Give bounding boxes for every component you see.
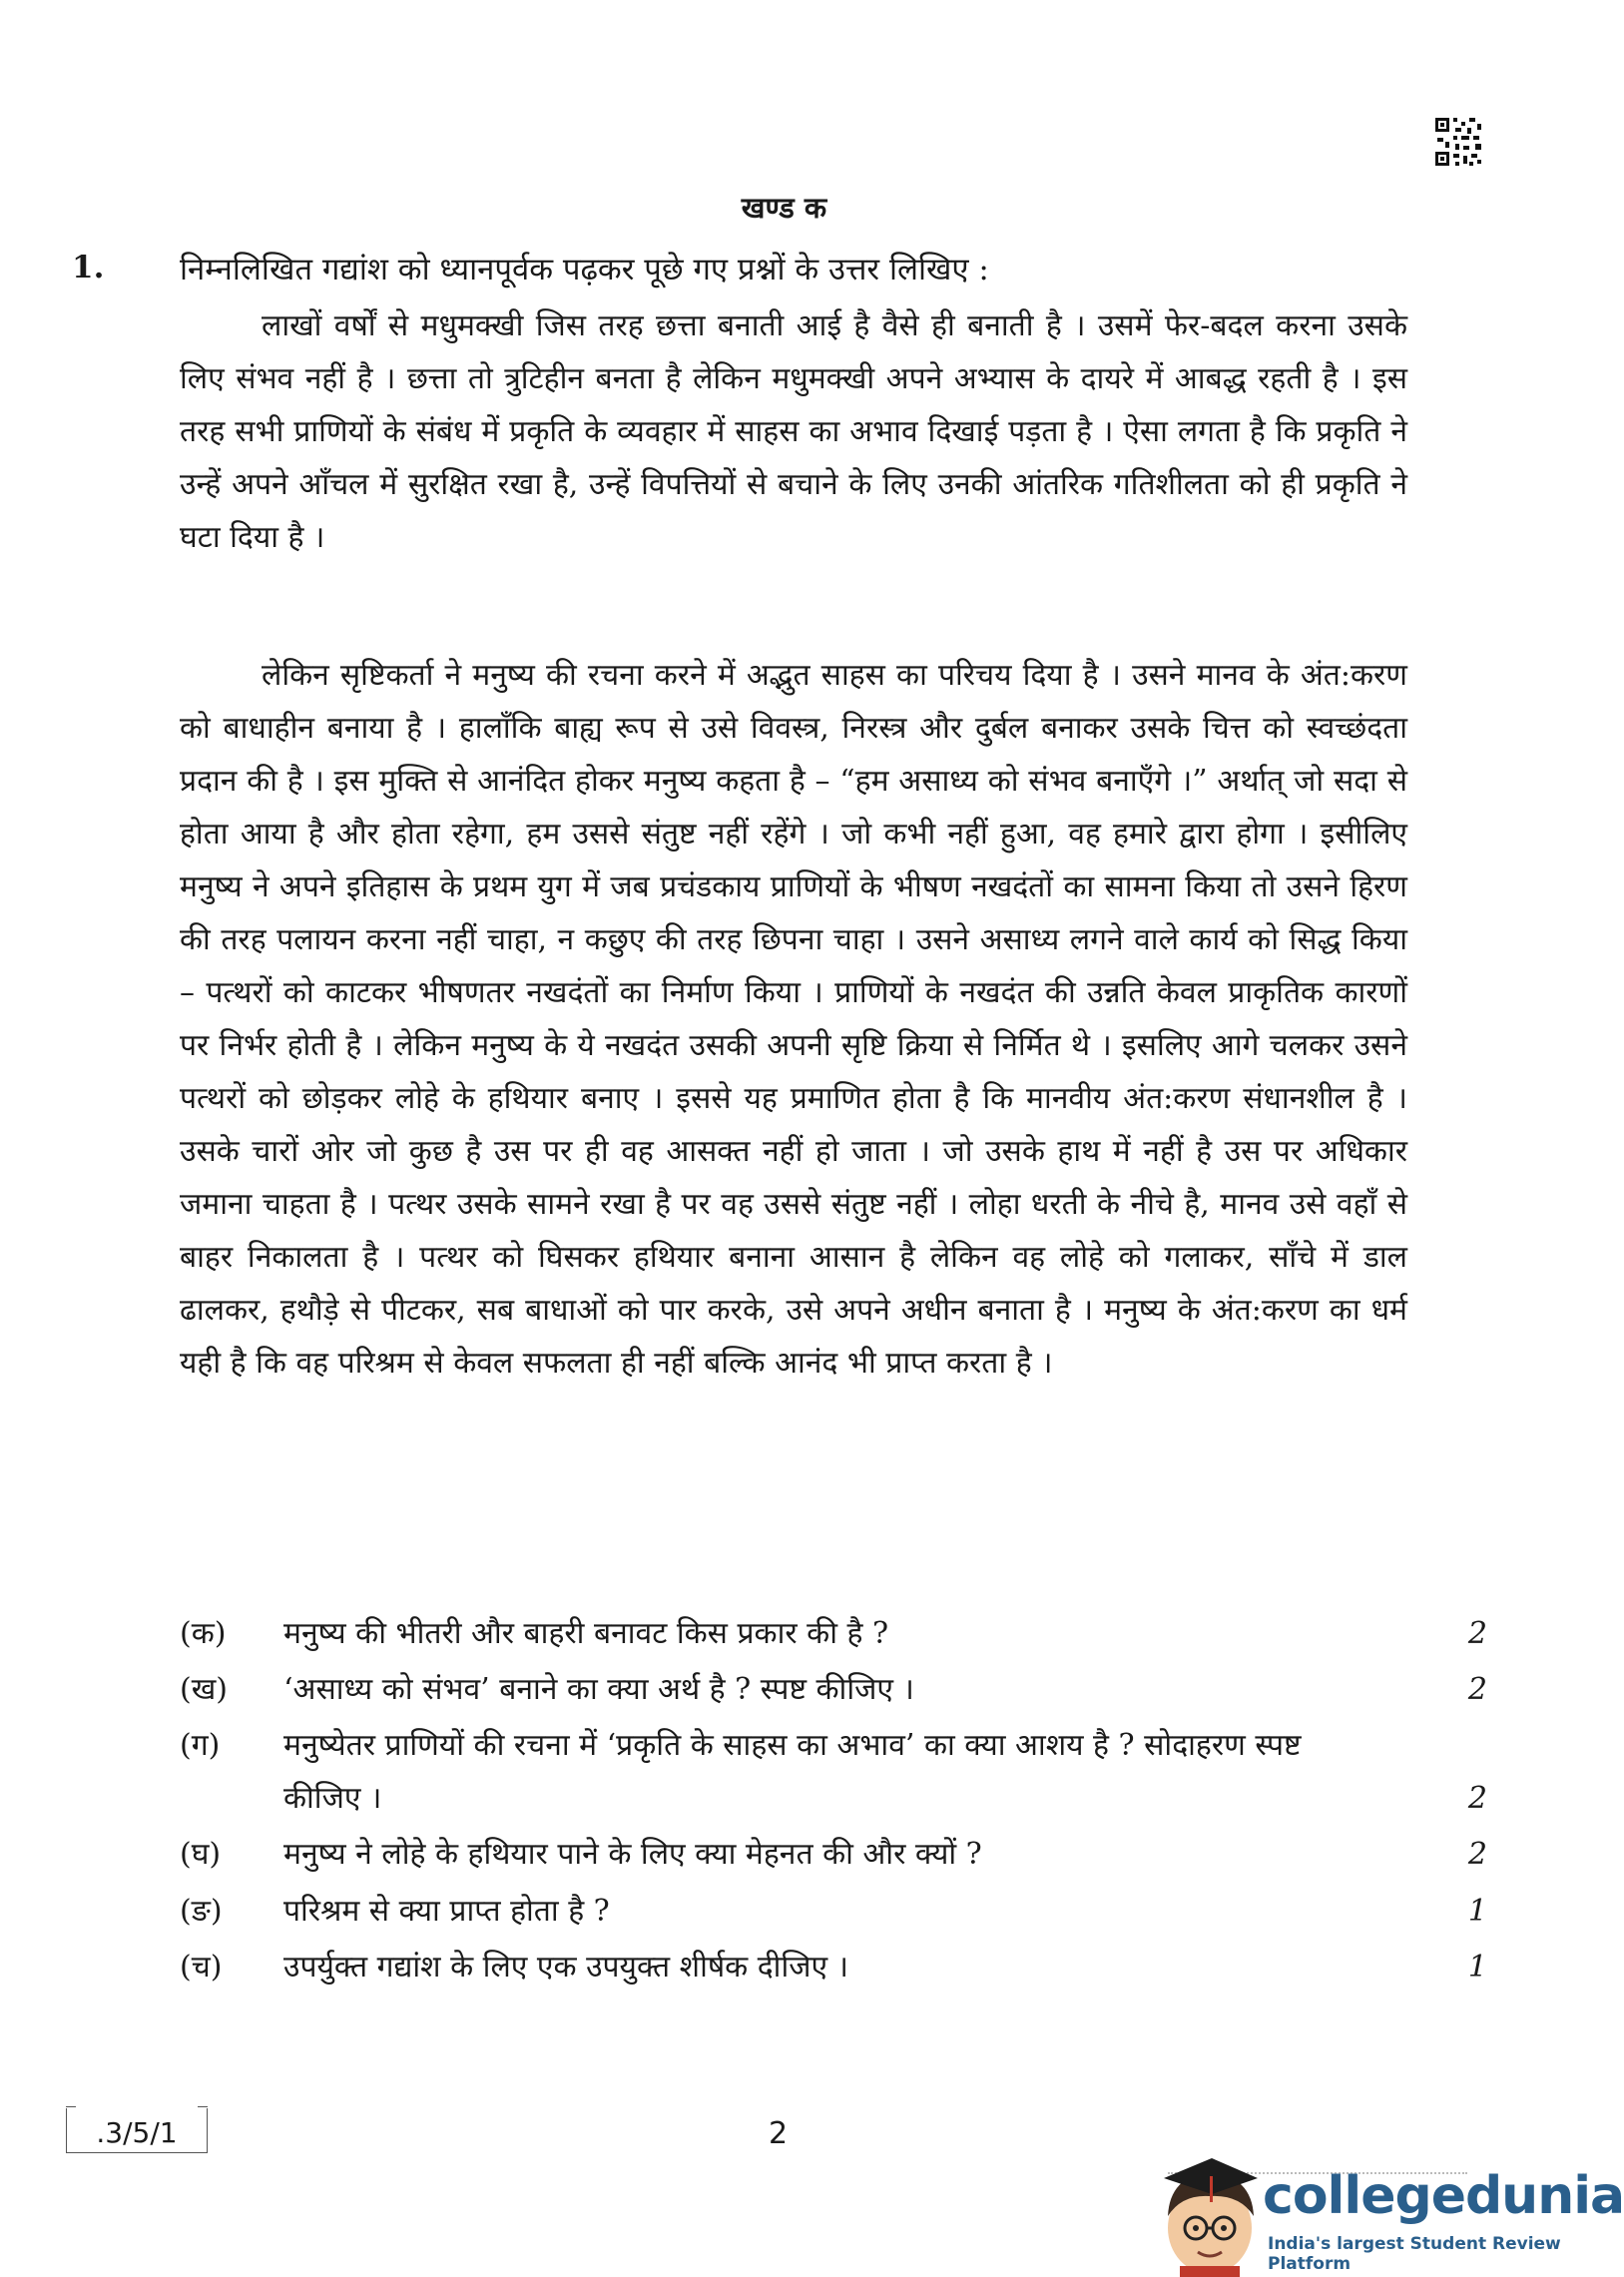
subquestion-label: (ङ) bbox=[180, 1894, 223, 1929]
subquestion-marks: 2 bbox=[1467, 1781, 1487, 1816]
subquestion-text: ‘असाध्य को संभव’ बनाने का क्या अर्थ है ? स्पष्ट कीजिए । bbox=[283, 1672, 914, 1707]
subquestion-label: (घ) bbox=[180, 1837, 222, 1872]
page-number: 2 bbox=[769, 2116, 789, 2151]
question-instruction: निम्नलिखित गद्यांश को ध्यानपूर्वक पढ़कर पूछे गए प्रश्नों के उत्तर लिखिए : bbox=[180, 252, 989, 287]
passage-paragraph-2 bbox=[180, 649, 1407, 1390]
subquestion-text: मनुष्य की भीतरी और बाहरी बनावट किस प्रकार की है ? bbox=[283, 1616, 889, 1651]
question-number: 1. bbox=[72, 250, 105, 285]
subquestion-text: मनुष्येतर प्राणियों की रचना में ‘प्रकृति के साहस का अभाव’ का क्या आशय है ? सोदाहरण स्पष्ट कीजिए । bbox=[283, 1728, 1302, 1816]
subquestion-marks: 2 bbox=[1467, 1837, 1487, 1872]
subquestion-marks: 2 bbox=[1467, 1672, 1487, 1707]
subquestion-label: (च) bbox=[180, 1950, 223, 1985]
subquestion-text: मनुष्य ने लोहे के हथियार पाने के लिए क्या मेहनत की और क्यों ? bbox=[283, 1837, 982, 1872]
subquestion-marks: 1 bbox=[1467, 1894, 1487, 1929]
subquestion-marks: 1 bbox=[1467, 1950, 1487, 1985]
paper-code: .3/5/1 bbox=[66, 2108, 208, 2153]
section-title: खण्ड क bbox=[741, 191, 827, 225]
brand-tagline: India's largest Student Review Platform bbox=[1268, 2234, 1561, 2274]
paragraph-text: लेकिन सृष्टिकर्ता ने मनुष्य की रचना करने में अद्भुत साहस का परिचय दिया है । उसने मानव के अंत:करण को बाधाहीन बनाया है । हालाँकि बाह्य रूप से उसे विवस्त्र, निरस्त्र और दुर्बल बनाकर उसके चित्त को स्वच्छंदता प्रदान की है । इस मुक्ति से आनंदित होकर मनुष्य कहता है – “हम असाध्य को संभव बनाएँगे ।” अर्थात् जो सदा से होता आया है और होता रहेगा, हम उससे संतुष्ट नहीं रहेंगे । जो कभी नहीं हुआ, वह हमारे द्वारा होगा । इसीलिए मनुष्य ने अपने इतिहास के प्रथम युग में जब प्रचंडकाय प्राणियों के भीषण नखदंतों का सामना किया तो उसने हिरण की तरह पलायन करना नहीं चाहा, न कछुए की तरह छिपना चाहा । उसने असाध्य लगने वाले कार्य को सिद्ध किया – पत्थरों को काटकर भीषणतर नखदंतों का निर्माण किया । प्राणियों के नखदंत की उन्नति केवल प्राकृतिक कारणों पर निर्भर होती है । लेकिन मनुष्य के ये नखदंत उसकी अपनी सृष्टि क्रिया से निर्मित थे । इसलिए आगे चलकर उसने पत्थरों को छोड़कर लोहे के हथियार बनाए । इससे यह प्रमाणित होता है कि मानवीय अंत:करण संधानशील है । उसके चारों ओर जो कुछ है उस पर ही वह आसक्त नहीं हो जाता । जो उसके हाथ में नहीं है उस पर अधिकार जमाना चाहता है । पत्थर उसके सामने रखा है पर वह उससे संतुष्ट नहीं । लोहा धरती के नीचे है, मानव उसे वहाँ से बाहर निकालता है । पत्थर को घिसकर हथियार बनाना आसान है लेकिन वह लोहे को गलाकर, साँचे में डाल ढालकर, हथौड़े से पीटकर, सब बाधाओं को पार करके, उसे अपने अधीन बनाता है । मनुष्य के अंत:करण का धर्म यही है कि वह परिश्रम से केवल सफलता ही नहीं बल्कि आनंद भी प्राप्त करता है । bbox=[180, 658, 1407, 1381]
paragraph-text: लाखों वर्षों से मधुमक्खी जिस तरह छत्ता बनाती आई है वैसे ही बनाती है । उसमें फेर-बदल करना उसके लिए संभव नहीं है । छत्ता तो त्रुटिहीन बनता है लेकिन मधुमक्खी अपने अभ्यास के दायरे में आबद्ध रहती है । इस तरह सभी प्राणियों के संबंध में प्रकृति के व्यवहार में साहस का अभाव दिखाई पड़ता है । ऐसा लगता है कि प्रकृति ने उन्हें अपने आँचल में सुरक्षित रखा है, उन्हें विपत्तियों से बचाने के लिए उनकी आंतरिक गतिशीलता को ही प्रकृति ने घटा दिया है । bbox=[180, 308, 1407, 555]
qr-code bbox=[1433, 116, 1485, 168]
passage-paragraph-1 bbox=[180, 299, 1407, 564]
subquestion-label: (क) bbox=[180, 1616, 227, 1651]
subquestion-label: (ग) bbox=[180, 1728, 221, 1763]
subquestion-label: (ख) bbox=[180, 1672, 228, 1707]
brand-name: collegedunia bbox=[1263, 2166, 1624, 2226]
subquestion-text: उपर्युक्त गद्यांश के लिए एक उपयुक्त शीर्षक दीजिए । bbox=[283, 1950, 848, 1985]
subquestion-marks: 2 bbox=[1467, 1616, 1487, 1651]
subquestion-text: परिश्रम से क्या प्राप्त होता है ? bbox=[283, 1894, 610, 1929]
